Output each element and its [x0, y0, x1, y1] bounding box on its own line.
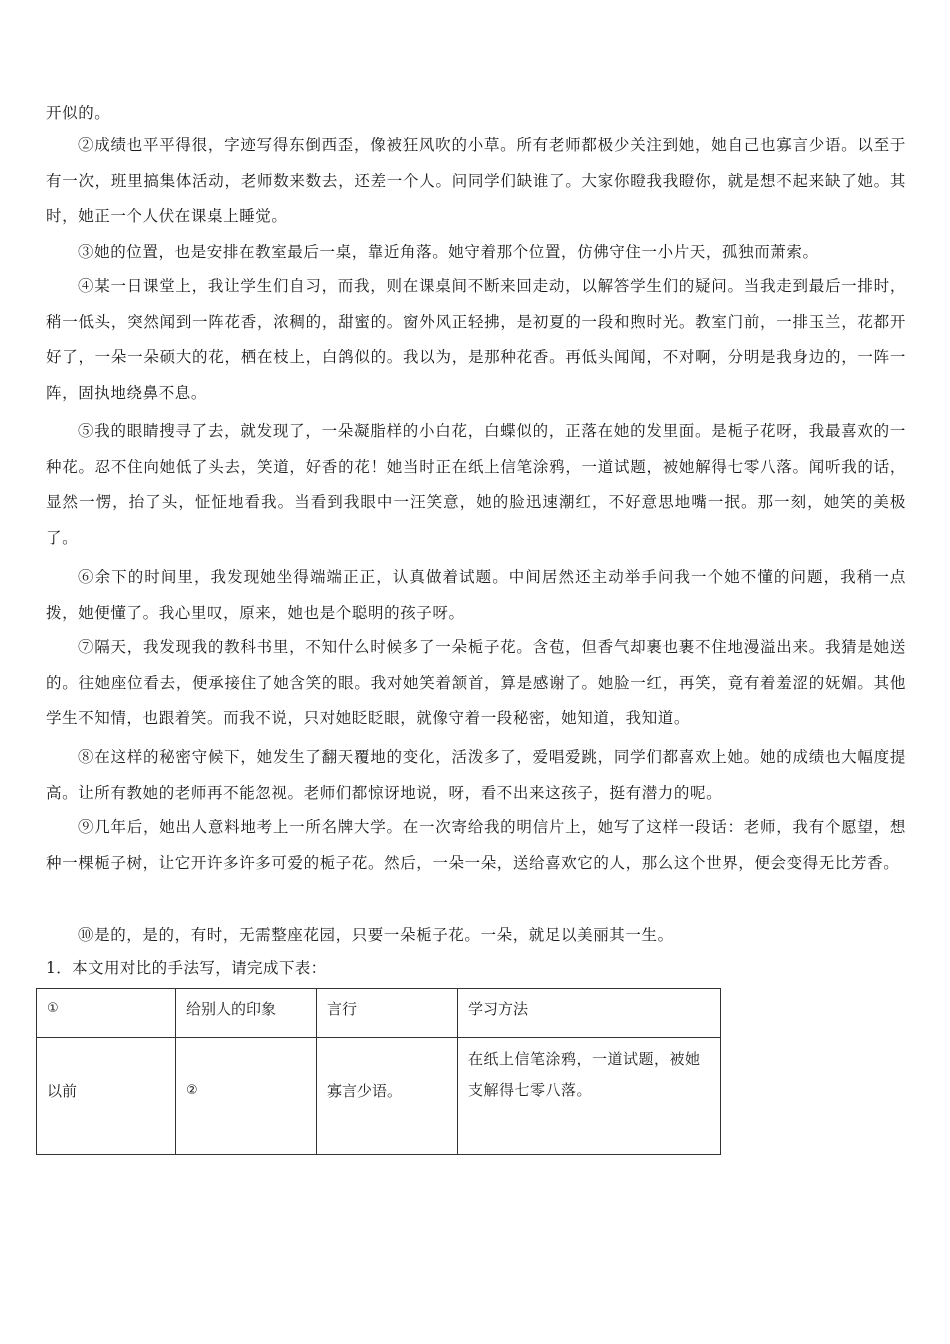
header-cell-blank-1[interactable]: ①: [37, 989, 176, 1038]
cell-period: 以前: [37, 1038, 176, 1155]
paragraph-3: ③她的位置，也是安排在教室最后一桌，靠近角落。她守着那个位置，仿佛守住一小片天，孤独而萧索。: [78, 243, 819, 261]
paragraph-8: ⑧在这样的秘密守候下，她发生了翻天覆地的变化，活泼多了，爱唱爱跳，同学们都喜欢上她。她的成绩也大幅度提高。让所有教她的老师再不能忽视。老师们都惊讶地说，呀，看不出来这孩子，挺有潜力的呢。: [46, 748, 906, 802]
cell-study: 在纸上信笔涂鸦，一道试题，被她支解得七零八落。: [458, 1038, 721, 1155]
paragraph-6: ⑥余下的时间里，我发现她坐得端端正正，认真做着试题。中间居然还主动举手问我一个她不懂的问题，我稍一点拨，她便懂了。我心里叹，原来，她也是个聪明的孩子呀。: [46, 568, 906, 622]
paragraph-7: ⑦隔天，我发现我的教科书里，不知什么时候多了一朵栀子花。含苞，但香气却裹也裹不住地漫溢出来。我猜是她送的。往她座位看去，便承接住了她含笑的眼。我对她笑着颔首，算是感谢了。她脸一红，再笑，竟有着羞涩的妩媚。其他学生不知情，也跟着笑。而我不说，只对她眨眨眼，就像守着一段秘密，她知道，我知道。: [46, 638, 906, 727]
cell-speech: 寡言少语。: [317, 1038, 458, 1155]
cell-impression-blank-2[interactable]: ②: [176, 1038, 317, 1155]
table-header-row: [37, 989, 721, 1038]
paragraph-5: ⑤我的眼睛搜寻了去，就发现了，一朵凝脂样的小白花，白蝶似的，正落在她的发里面。是栀子花呀，我最喜欢的一种花。忍不住向她低了头去，笑道，好香的花！她当时正在纸上信笔涂鸦，一道试题，被她解得七零八落。闻听我的话，显然一愣，抬了头，怔怔地看我。当看到我眼中一汪笑意，她的脸迅速潮红，不好意思地嘴一抿。那一刻，她笑的美极了。: [46, 422, 906, 547]
question-1: 1．本文用对比的手法写，请完成下表：: [46, 959, 327, 977]
table-row: [37, 1038, 721, 1155]
paragraph-1: 开似的。: [46, 104, 111, 122]
paragraph-10: ⑩是的，是的，有时，无需整座花园，只要一朵栀子花。一朵，就足以美丽其一生。: [78, 926, 674, 944]
header-cell-impression: 给别人的印象: [176, 989, 317, 1038]
paragraph-9: ⑨几年后，她出人意料地考上一所名牌大学。在一次寄给我的明信片上，她写了这样一段话：老师，我有个愿望，想种一棵栀子树，让它开许多许多可爱的栀子花。然后，一朵一朵，送给喜欢它的人，那么这个世界，便会变得无比芳香。: [46, 818, 906, 872]
comparison-table: [36, 988, 721, 1155]
header-cell-speech: 言行: [317, 989, 458, 1038]
paragraph-2: ②成绩也平平得很，字迹写得东倒西歪，像被狂风吹的小草。所有老师都极少关注到她，她自己也寡言少语。以至于有一次，班里搞集体活动，老师数来数去，还差一个人。问同学们缺谁了。大家你瞪我我瞪你，就是想不起来缺了她。其时，她正一个人伏在课桌上睡觉。: [46, 136, 906, 225]
paragraph-4: ④某一日课堂上，我让学生们自习，而我，则在课桌间不断来回走动，以解答学生们的疑问。当我走到最后一排时，稍一低头，突然闻到一阵花香，浓稠的，甜蜜的。窗外风正轻拂，是初夏的一段和煦时光。教室门前，一排玉兰，花都开好了，一朵一朵硕大的花，栖在枝上，白鸽似的。我以为，是那种花香。再低头闻闻，不对啊，分明是我身边的，一阵一阵，固执地绕鼻不息。: [46, 277, 906, 402]
header-cell-study: 学习方法: [458, 989, 721, 1038]
